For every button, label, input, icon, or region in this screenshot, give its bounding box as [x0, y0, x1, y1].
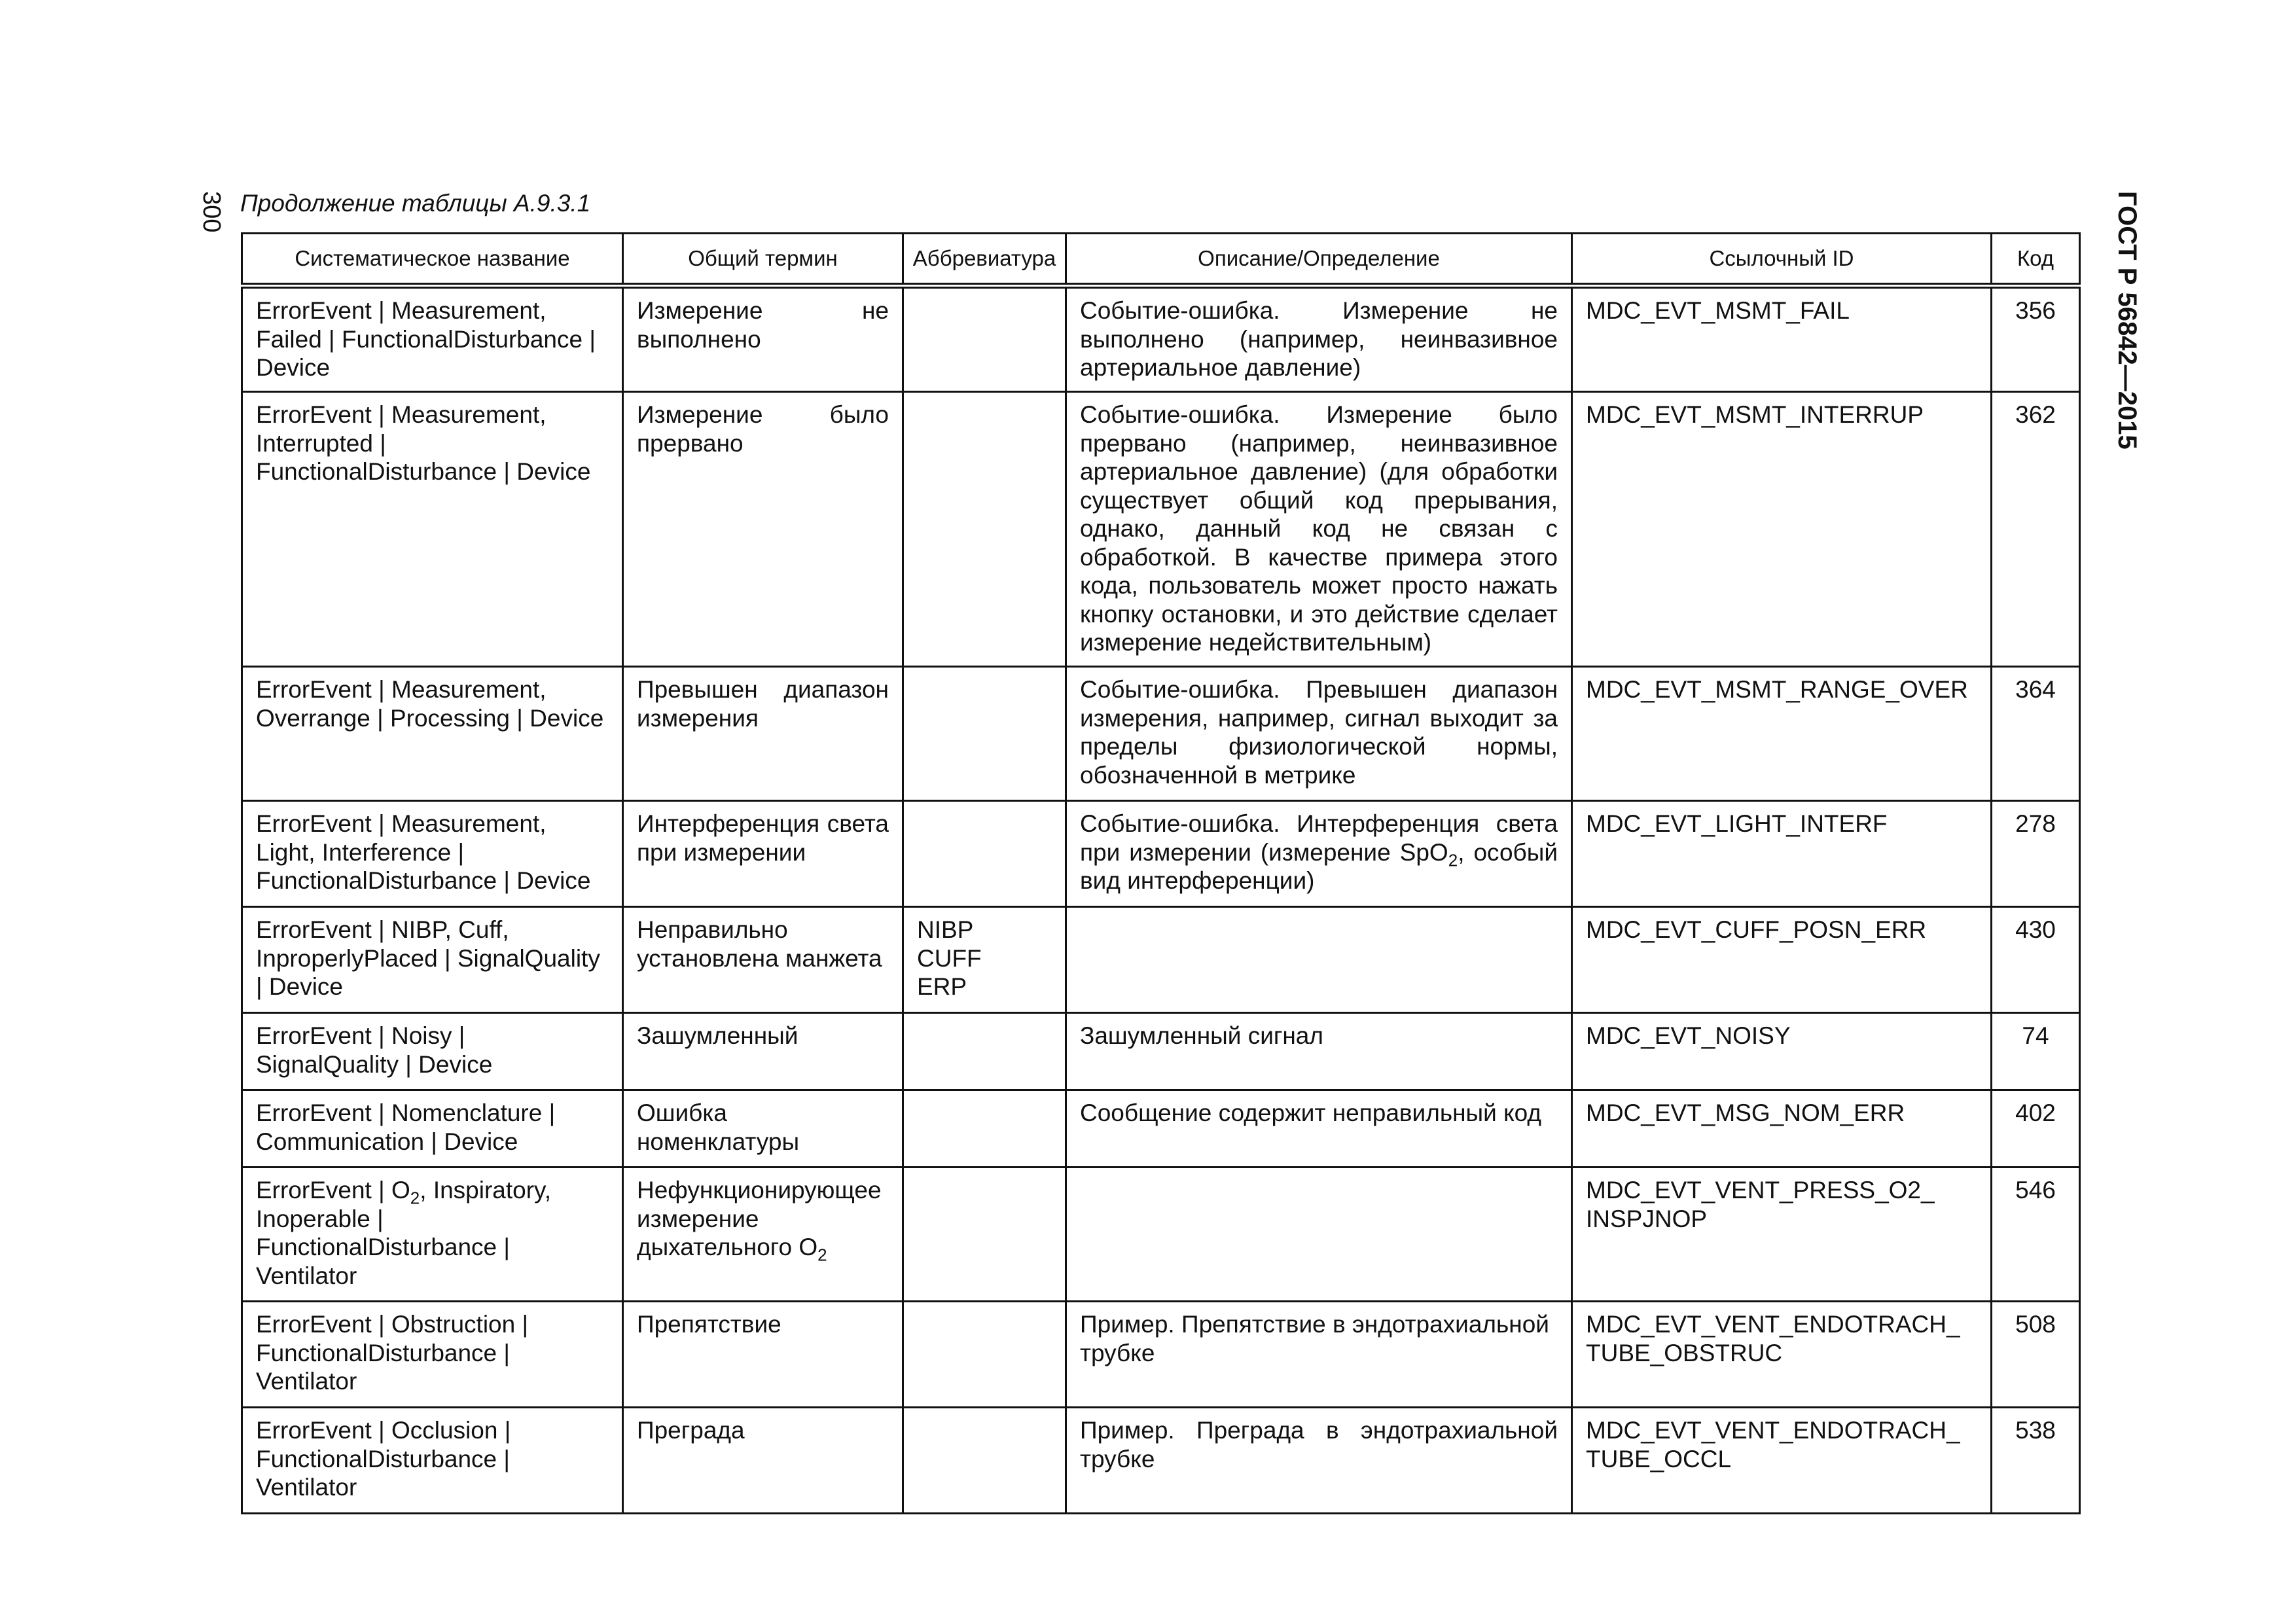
cell-code: 362: [1992, 392, 2080, 667]
cell-description: Зашумленный сигнал: [1066, 1013, 1572, 1090]
cell-abbreviation: [903, 801, 1066, 907]
cell-abbreviation: [903, 1408, 1066, 1514]
cell-reference-id: MDC_EVT_LIGHT_INTERF: [1572, 801, 1992, 907]
cell-abbreviation: [903, 286, 1066, 392]
table-row: [242, 1168, 2080, 1302]
cell-systematic-name: ErrorEvent | Nomenclature | Communication | Device: [242, 1090, 623, 1168]
name-text: ErrorEvent | O: [256, 1177, 410, 1204]
subscript-2: 2: [817, 1245, 827, 1265]
cell-code: 74: [1992, 1013, 2080, 1090]
cell-code: 402: [1992, 1090, 2080, 1168]
cell-reference-id: MDC_EVT_MSG_NOM_ERR: [1572, 1090, 1992, 1168]
cell-code: 508: [1992, 1302, 2080, 1408]
cell-reference-id: MDC_EVT_MSMT_RANGE_OVER: [1572, 667, 1992, 801]
abbreviation-line: ERP: [917, 973, 967, 1000]
header-code: Код: [1992, 234, 2080, 286]
cell-common-term: Зашумленный: [623, 1013, 903, 1090]
cell-reference-id: MDC_EVT_VENT_ENDOTRACH_ TUBE_OCCL: [1572, 1408, 1992, 1514]
cell-description: [1066, 1168, 1572, 1302]
name-text-end: , Inspiratory, Inoperable | FunctionalDisturbance | Ventilator: [256, 1177, 552, 1289]
cell-abbreviation: [903, 1090, 1066, 1168]
cell-systematic-name: ErrorEvent | Measurement, Overrange | Processing | Device: [242, 667, 623, 801]
cell-code: 430: [1992, 907, 2080, 1013]
cell-common-term: Неправильно установлена манжета: [623, 907, 903, 1013]
cell-code: 546: [1992, 1168, 2080, 1302]
cell-reference-id: MDC_EVT_VENT_ENDOTRACH_ TUBE_OBSTRUC: [1572, 1302, 1992, 1408]
cell-reference-id: MDC_EVT_MSMT_FAIL: [1572, 286, 1992, 392]
table-caption: Продолжение таблицы А.9.3.1: [240, 190, 591, 217]
cell-common-term: Измерение было прервано: [623, 392, 903, 667]
cell-description: [1066, 907, 1572, 1013]
cell-abbreviation: [903, 667, 1066, 801]
cell-description: Пример. Преграда в эндотрахиальной трубке: [1066, 1408, 1572, 1514]
header-reference-id: Ссылочный ID: [1572, 234, 1992, 286]
cell-systematic-name: ErrorEvent | Measurement, Failed | FunctionalDisturbance | Device: [242, 286, 623, 392]
cell-common-term: Ошибка номенклатуры: [623, 1090, 903, 1168]
cell-reference-id: MDC_EVT_VENT_PRESS_O2_ INSPJNOP: [1572, 1168, 1992, 1302]
cell-description: Пример. Препятствие в эндотрахиальной трубке: [1066, 1302, 1572, 1408]
page-number: 300: [198, 191, 225, 233]
description-text: Событие-ошибка. Интерференция света при измерении (измерение SpO: [1080, 810, 1558, 866]
table-row: [242, 286, 2080, 392]
header-common-term: Общий термин: [623, 234, 903, 286]
description-text-end: , особый вид интерференции): [1080, 838, 1558, 894]
cell-common-term: Превышен диапазон измерения: [623, 667, 903, 801]
cell-systematic-name: ErrorEvent | Measurement, Interrupted | FunctionalDisturbance | Device: [242, 392, 623, 667]
table-row: [242, 801, 2080, 907]
cell-code: 278: [1992, 801, 2080, 907]
cell-abbreviation: [903, 1168, 1066, 1302]
table-row: [242, 392, 2080, 667]
cell-description: Событие-ошибка. Измерение не выполнено (например, неинвазивное артериальное давление): [1066, 286, 1572, 392]
cell-common-term: Интерференция света при измерении: [623, 801, 903, 907]
document-title: ГОСТ Р 56842—2015: [2113, 191, 2142, 450]
cell-description: Событие-ошибка. Превышен диапазон измерения, например, сигнал выходит за пределы физиологической нормы, обозначенной в метрике: [1066, 667, 1572, 801]
cell-code: 364: [1992, 667, 2080, 801]
table-header-row: [242, 234, 2080, 286]
cell-reference-id: MDC_EVT_CUFF_POSN_ERR: [1572, 907, 1992, 1013]
cell-common-term: Измерение не выполнено: [623, 286, 903, 392]
cell-abbreviation: [903, 1302, 1066, 1408]
cell-description: Сообщение содержит неправильный код: [1066, 1090, 1572, 1168]
table-row: [242, 1408, 2080, 1514]
cell-abbreviation: [903, 1013, 1066, 1090]
cell-description: Событие-ошибка. Измерение было прервано (например, неинвазивное артериальное давление) (для обработки существует общий код прерывания, однако, данный код не связан с обработкой. В качестве примера этого кода, пользователь может просто нажать кнопку остановки, и это действие сделает измерение недействительным): [1066, 392, 1572, 667]
cell-systematic-name: ErrorEvent | Obstruction | FunctionalDisturbance | Ventilator: [242, 1302, 623, 1408]
cell-abbreviation: [903, 907, 1066, 1013]
cell-common-term: Препятствие: [623, 1302, 903, 1408]
table-row: [242, 1090, 2080, 1168]
abbreviation-line: NIBP: [917, 916, 974, 943]
cell-reference-id: MDC_EVT_NOISY: [1572, 1013, 1992, 1090]
term-text: Нефункционирующее измерение дыхательного O: [637, 1177, 882, 1260]
table-row: [242, 1302, 2080, 1408]
header-description: Описание/Определение: [1066, 234, 1572, 286]
cell-common-term: Преграда: [623, 1408, 903, 1514]
cell-description: [1066, 801, 1572, 907]
cell-abbreviation: [903, 392, 1066, 667]
subscript-2: 2: [410, 1188, 420, 1208]
cell-code: 538: [1992, 1408, 2080, 1514]
subscript-2: 2: [1448, 849, 1458, 870]
table-row: [242, 1013, 2080, 1090]
cell-systematic-name: ErrorEvent | Occlusion | FunctionalDisturbance | Ventilator: [242, 1408, 623, 1514]
cell-systematic-name: ErrorEvent | Measurement, Light, Interference | FunctionalDisturbance | Device: [242, 801, 623, 907]
cell-systematic-name: ErrorEvent | NIBP, Cuff, InproperlyPlaced | SignalQuality | Device: [242, 907, 623, 1013]
table-row: [242, 667, 2080, 801]
cell-common-term: [623, 1168, 903, 1302]
terms-table: [241, 232, 2081, 1514]
header-abbreviation: Аббревиатура: [903, 234, 1066, 286]
cell-systematic-name: ErrorEvent | Noisy | SignalQuality | Device: [242, 1013, 623, 1090]
table-row: [242, 907, 2080, 1013]
cell-reference-id: MDC_EVT_MSMT_INTERRUP: [1572, 392, 1992, 667]
abbreviation-line: CUFF: [917, 944, 982, 972]
cell-systematic-name: [242, 1168, 623, 1302]
header-systematic-name: Систематическое название: [242, 234, 623, 286]
cell-code: 356: [1992, 286, 2080, 392]
